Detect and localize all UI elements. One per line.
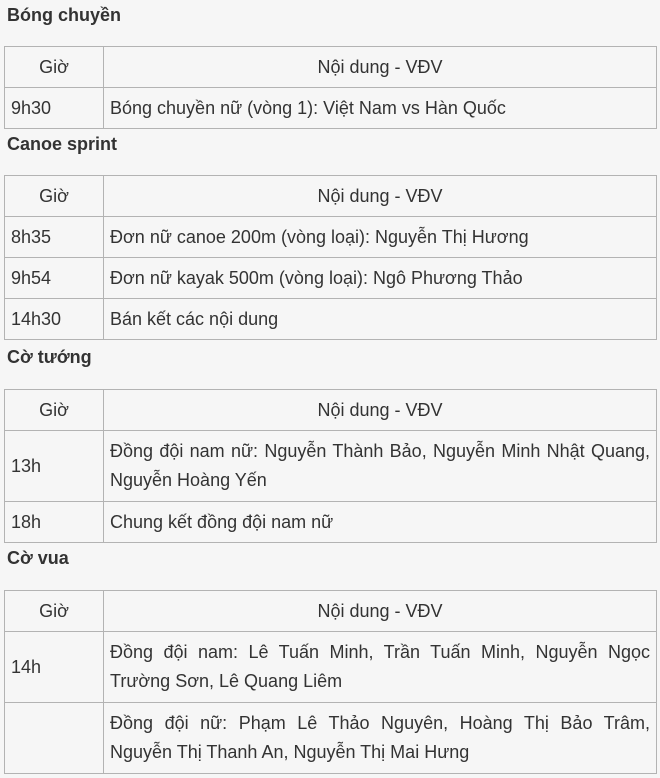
- table-header-row: [5, 176, 657, 217]
- row-time: [5, 703, 104, 774]
- schedule-table-co-tuong: [4, 389, 657, 543]
- header-content: Nội dung - VĐV: [104, 47, 657, 88]
- header-content: Nội dung - VĐV: [104, 591, 657, 632]
- row-time: 14h: [5, 632, 104, 703]
- header-content: Nội dung - VĐV: [104, 390, 657, 431]
- table-row: [5, 217, 657, 258]
- header-time: Giờ: [5, 591, 104, 632]
- table-row: [5, 299, 657, 340]
- row-time: 9h30: [5, 88, 104, 129]
- table-row: [5, 258, 657, 299]
- section-title-co-vua: Cờ vua: [7, 548, 69, 568]
- section-title-canoe-sprint: Canoe sprint: [7, 134, 118, 154]
- header-content: Nội dung - VĐV: [104, 176, 657, 217]
- row-time: 18h: [5, 502, 104, 543]
- table-row: [5, 703, 657, 774]
- row-content: Đồng đội nam: Lê Tuấn Minh, Trần Tuấn Minh, Nguyễn Ngọc Trường Sơn, Lê Quang Liêm: [104, 632, 657, 703]
- row-content: Đơn nữ canoe 200m (vòng loại): Nguyễn Thị Hương: [104, 217, 657, 258]
- schedule-table-canoe-sprint: [4, 175, 657, 340]
- header-time: Giờ: [5, 176, 104, 217]
- table-header-row: [5, 47, 657, 88]
- section-title-co-tuong: Cờ tướng: [7, 347, 92, 367]
- table-row: [5, 431, 657, 502]
- table-row: [5, 88, 657, 129]
- row-time: 14h30: [5, 299, 104, 340]
- schedule-table-bong-chuyen: [4, 46, 657, 129]
- table-header-row: [5, 591, 657, 632]
- table-header-row: [5, 390, 657, 431]
- section-title-bong-chuyen: Bóng chuyền: [7, 5, 122, 25]
- row-time: 8h35: [5, 217, 104, 258]
- row-content: Đồng đội nữ: Phạm Lê Thảo Nguyên, Hoàng Thị Bảo Trâm, Nguyễn Thị Thanh An, Nguyễn Thị Mai Hưng: [104, 703, 657, 774]
- row-content: Chung kết đồng đội nam nữ: [104, 502, 657, 543]
- row-content: Bán kết các nội dung: [104, 299, 657, 340]
- table-row: [5, 632, 657, 703]
- row-content: Bóng chuyền nữ (vòng 1): Việt Nam vs Hàn Quốc: [104, 88, 657, 129]
- row-content: Đơn nữ kayak 500m (vòng loại): Ngô Phương Thảo: [104, 258, 657, 299]
- schedule-table-co-vua: [4, 590, 657, 774]
- row-content: Đồng đội nam nữ: Nguyễn Thành Bảo, Nguyễn Minh Nhật Quang, Nguyễn Hoàng Yến: [104, 431, 657, 502]
- table-row: [5, 502, 657, 543]
- row-time: 9h54: [5, 258, 104, 299]
- row-time: 13h: [5, 431, 104, 502]
- header-time: Giờ: [5, 390, 104, 431]
- header-time: Giờ: [5, 47, 104, 88]
